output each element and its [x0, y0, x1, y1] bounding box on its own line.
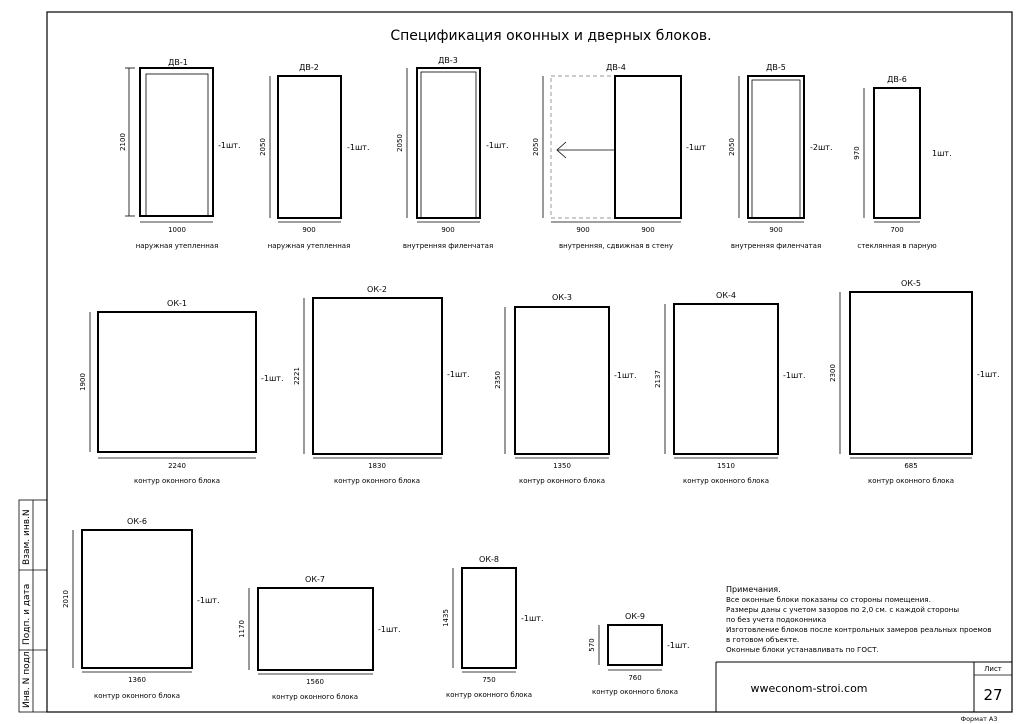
- window-ok5: [829, 279, 1000, 485]
- window-name: ОК-9: [625, 612, 645, 621]
- format-label: Формат А3: [960, 715, 998, 723]
- door-qty: -2шт.: [810, 143, 833, 152]
- window-height: 2300: [829, 364, 837, 382]
- window-height: 570: [588, 638, 596, 652]
- door-width: 1000: [168, 226, 186, 234]
- window-ok9: [588, 612, 690, 696]
- door-qty: -1шт.: [347, 143, 370, 152]
- window-qty: -1шт.: [977, 370, 1000, 379]
- door-name: ДВ-5: [766, 63, 786, 72]
- window-ok6: [62, 517, 220, 700]
- sheet-label: Лист: [984, 665, 1002, 673]
- door-desc: наружная утепленная: [135, 242, 219, 250]
- window-desc: контур оконного блока: [134, 477, 220, 485]
- door-height: 2050: [532, 138, 540, 156]
- door-height: 2050: [728, 138, 736, 156]
- window-ok1: [79, 299, 284, 485]
- window-width: 1510: [717, 462, 735, 470]
- door-dv3: [396, 56, 509, 250]
- window-ok8: [442, 555, 544, 699]
- window-name: ОК-2: [367, 285, 387, 294]
- window-height: 2010: [62, 590, 70, 608]
- door-height: 2050: [259, 138, 267, 156]
- door-qty: -1шт.: [486, 141, 509, 150]
- door-width: 900: [441, 226, 455, 234]
- title-block: [716, 662, 1012, 723]
- window-qty: -1шт.: [783, 371, 806, 380]
- window-name: ОК-8: [479, 555, 499, 564]
- window-qty: -1шт.: [197, 596, 220, 605]
- window-height: 2137: [654, 370, 662, 388]
- window-desc: контур оконного блока: [519, 477, 605, 485]
- door-width: 900: [302, 226, 316, 234]
- window-qty: -1шт.: [447, 370, 470, 379]
- window-desc: контур оконного блока: [592, 688, 678, 696]
- window-ok2: [293, 285, 470, 485]
- window-width: 760: [628, 674, 642, 682]
- window-width: 2240: [168, 462, 186, 470]
- window-desc: контур оконного блока: [94, 692, 180, 700]
- sheet-number: 27: [983, 686, 1003, 704]
- notes-line: Размеры даны с учетом зазоров по 2,0 см. с каждой стороны: [726, 605, 960, 614]
- door-qty: 1шт.: [932, 149, 952, 158]
- window-height: 1170: [238, 620, 246, 638]
- page-title: Спецификация оконных и дверных блоков.: [390, 28, 712, 44]
- door-desc: внутренняя филенчатая: [730, 242, 822, 250]
- side-stamp: [19, 500, 47, 712]
- window-height: 1900: [79, 373, 87, 391]
- window-desc: контур оконного блока: [868, 477, 954, 485]
- door-dv6: [853, 75, 952, 250]
- window-name: ОК-3: [552, 293, 572, 302]
- window-qty: -1шт.: [614, 371, 637, 380]
- notes-line: в готовом объекте.: [726, 635, 800, 644]
- door-name: ДВ-6: [887, 75, 907, 84]
- site-name: wweconom-stroi.com: [750, 682, 868, 695]
- door-dv1: [119, 58, 241, 250]
- door-qty: -1шт: [686, 143, 706, 152]
- door-desc: наружная утепленная: [267, 242, 351, 250]
- door-name: ДВ-3: [438, 56, 458, 65]
- window-qty: -1шт.: [521, 614, 544, 623]
- door-dv4: [532, 63, 706, 250]
- notes-heading: Примечания.: [726, 585, 781, 594]
- door-height: 970: [853, 146, 861, 160]
- window-desc: контур оконного блока: [334, 477, 420, 485]
- window-desc: контур оконного блока: [446, 691, 532, 699]
- window-qty: -1шт.: [261, 374, 284, 383]
- door-width-left: 900: [576, 226, 590, 234]
- window-width: 1830: [368, 462, 386, 470]
- door-width: 900: [641, 226, 655, 234]
- notes-line: Изготовление блоков после контрольных замеров реальных проемов: [726, 625, 992, 634]
- window-ok4: [654, 291, 806, 485]
- notes-line: Оконные блоки устанавливать по ГОСТ.: [726, 645, 879, 654]
- door-name: ДВ-1: [168, 58, 188, 67]
- window-height: 2221: [293, 367, 301, 385]
- door-width: 700: [890, 226, 904, 234]
- window-height: 2350: [494, 371, 502, 389]
- door-qty: -1шт.: [218, 141, 241, 150]
- window-name: ОК-5: [901, 279, 921, 288]
- window-name: ОК-6: [127, 517, 147, 526]
- window-qty: -1шт.: [667, 641, 690, 650]
- notes-line: Все оконные блоки показаны со стороны помещения.: [726, 595, 931, 604]
- notes-line: по без учета подоконника: [726, 615, 827, 624]
- door-height: 2100: [119, 133, 127, 151]
- door-name: ДВ-2: [299, 63, 319, 72]
- side-stamp-inventory: Инв. N подл.: [22, 648, 32, 708]
- window-width: 750: [482, 676, 496, 684]
- window-qty: -1шт.: [378, 625, 401, 634]
- door-desc: стеклянная в парную: [857, 242, 937, 250]
- window-width: 1350: [553, 462, 571, 470]
- notes-block: [726, 585, 991, 654]
- door-width: 900: [769, 226, 783, 234]
- window-desc: контур оконного блока: [272, 693, 358, 701]
- window-height: 1435: [442, 609, 450, 627]
- window-name: ОК-7: [305, 575, 325, 584]
- window-name: ОК-4: [716, 291, 736, 300]
- door-desc: внутренняя, сдвижная в стену: [559, 242, 673, 250]
- door-dv5: [728, 63, 833, 250]
- door-height: 2050: [396, 134, 404, 152]
- window-ok3: [494, 293, 637, 485]
- door-name: ДВ-4: [606, 63, 626, 72]
- window-desc: контур оконного блока: [683, 477, 769, 485]
- door-dv2: [259, 63, 370, 250]
- window-width: 1560: [306, 678, 324, 686]
- window-name: ОК-1: [167, 299, 187, 308]
- window-width: 685: [904, 462, 918, 470]
- side-stamp-replace: Взам. инв.N: [22, 509, 32, 565]
- window-ok7: [238, 575, 401, 701]
- side-stamp-sign: Подп. и дата: [22, 583, 32, 645]
- door-desc: внутренняя филенчатая: [402, 242, 494, 250]
- window-width: 1360: [128, 676, 146, 684]
